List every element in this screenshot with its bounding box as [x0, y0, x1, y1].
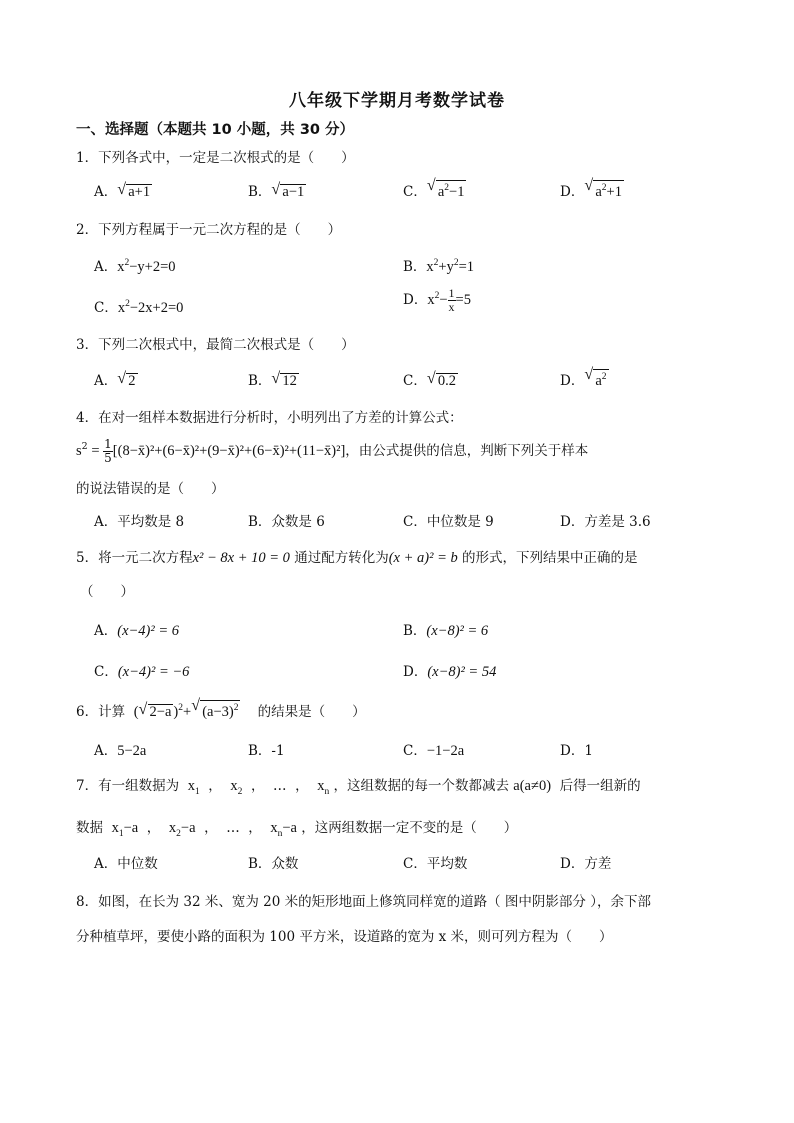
q6-option-c: C．−1−2a: [403, 743, 465, 759]
q7-option-c: C．平均数: [403, 856, 468, 872]
q1-option-b: B． √ a−1: [248, 181, 305, 200]
q3-option-d: D． √ $a^2$: [560, 366, 607, 389]
q5-answer-paren: （ ）: [80, 584, 134, 600]
q3-option-a: A． √ 2: [94, 370, 136, 389]
q7-option-b: B．众数: [248, 856, 299, 872]
q5-option-b: B．(x−8)² = 6: [403, 623, 489, 639]
q4-option-d: D．方差是 3.6: [560, 514, 651, 530]
q6-option-d: D．1: [560, 743, 593, 759]
q2-option-b: B．$x^2+y^2=1$: [403, 258, 475, 275]
q4-option-c: C．中位数是 9: [403, 514, 494, 530]
question-2-stem: 2．下列方程属于一元二次方程的是（ ）: [76, 222, 342, 238]
q1-option-a: A． √ a+1: [94, 181, 151, 200]
q5-option-d: D．(x−8)² = 54: [403, 664, 497, 680]
section-heading: 一、选择题（本题共 10 小题，共 30 分）: [76, 122, 355, 138]
q5-option-a: A．(x−4)² = 6: [94, 623, 180, 639]
q6-option-a: A．5−2a: [94, 743, 147, 759]
q2-option-a: A．$x^2-y+2=0$: [94, 258, 176, 275]
page-title: 八年级下学期月考数学试卷: [289, 91, 505, 111]
question-4-stem: 4．在对一组样本数据进行分析时，小明列出了方差的计算公式：: [76, 410, 463, 426]
q1-option-c: C． √ $a^2-1$: [403, 177, 465, 200]
q7-stem-line2: 数据 $x_1-a$ ， $x_2-a$ ， … ， $x_n-a$ ，这两组数据一定不变的是（ ）: [76, 820, 518, 839]
q4-option-b: B．众数是 6: [248, 514, 325, 530]
q3-option-b: B． √ 12: [248, 370, 297, 389]
question-1-stem: 1．下列各式中，一定是二次根式的是（ ）: [76, 150, 355, 166]
q4-variance-formula: $s^2$ = $\frac{1}{5}$ [(8−x̄)²+(6−x̄)²+(9−x̄)²+(6−x̄)²+(11−x̄)²]，由公式提供的信息，判断下列关于样本: [76, 437, 589, 465]
q6-option-b: B．-1: [248, 743, 285, 759]
question-6-stem: 6．计算 ( √ 2−a )$^2$+ √ $(a-3)^2$ 的结果是（ ）: [76, 697, 366, 720]
question-7-stem: 7．有一组数据为 $x_1$ ， $x_2$ ， … ， $x_n$ ，这组数据的每一个数都减去 a(a≠0) 后得一组新的: [76, 778, 641, 797]
question-8-stem: 8．如图，在长为 32 米、宽为 20 米的矩形地面上修筑同样宽的道路（ 图中阴影部分 ），余下部: [76, 894, 651, 910]
q7-option-a: A．中位数: [94, 856, 158, 872]
q2-option-d: D．$x^2-$ $\frac{1}{x}$ =5: [403, 286, 471, 314]
question-3-stem: 3．下列二次根式中，最简二次根式是（ ）: [76, 337, 355, 353]
q3-option-c: C． √ 0.2: [403, 370, 456, 389]
question-5-stem: 5．将一元二次方程x² − 8x + 10 = 0 通过配方转化为(x + a)² = b 的形式，下列结果中正确的是: [76, 550, 638, 566]
q2-option-c: C．$x^2-2x+2=0$: [94, 299, 184, 316]
q8-stem-line2: 分种植草坪，要使小路的面积为 100 平方米，设道路的宽为 x 米，则可列方程为（ ）: [76, 929, 613, 945]
q1-option-d: D． √ $a^2+1$: [560, 177, 622, 200]
q7-option-d: D．方差: [560, 856, 612, 872]
q4-option-a: A．平均数是 8: [94, 514, 185, 530]
q4-stem-line3: 的说法错误的是（ ）: [76, 481, 225, 497]
q5-option-c: C．(x−4)² = −6: [94, 664, 190, 680]
